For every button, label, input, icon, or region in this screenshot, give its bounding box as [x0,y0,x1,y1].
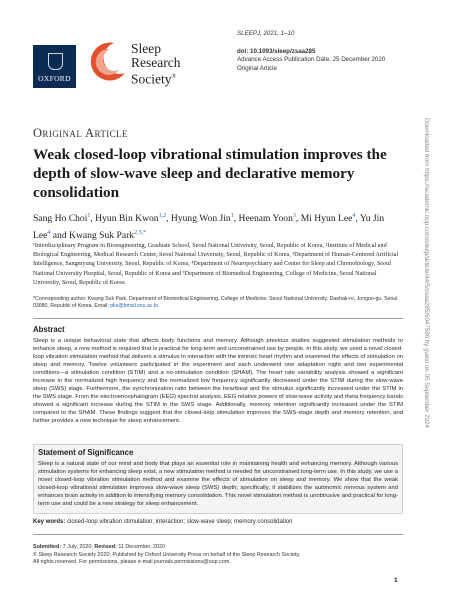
author-name[interactable]: Kwang Suk Park [69,230,135,242]
corresponding-email-link[interactable]: pks@bmsil.snu.ac.kr. [110,303,160,310]
keywords-label: Key words: [33,519,66,525]
journal-citation: SLEEPJ, 2021, 1–10 [237,30,295,37]
corresponding-author [33,296,403,310]
author-name[interactable]: Yu Jin Lee [33,213,385,242]
download-sidebar-text[interactable]: Downloaded from https://academic.oup.com/sleep/article/44/5/zsaa285/6047586 by guest on 05 September 2024 [423,118,430,428]
society-name-line: Sleep [131,41,161,56]
author-name[interactable]: Mi Hyun Lee [300,213,353,225]
author-name[interactable]: Sang Ho Choi [33,213,88,225]
author-affil-sup[interactable]: 4 [352,213,356,219]
author-list: Sang Ho Choi$^1$, Hyun Bin Kwon$^{1,2}$, Hyung Won Jin$^1$, Heenam Yoon$^3$, Mi Hyun Lee$^4$, Yu Jin Lee$^4$ and Kwang Suk Park$^{2,5,*}$ [33,213,385,242]
corresponding-text: *Corresponding author. Kwang Suk Park, Department of Biomedical Engineering, College of Medicine, Seoul National University, Daehak-ro, Jongno-gu, Seoul 03080, Republic of Korea. Email: [33,296,398,310]
oxford-logo-text: OXFORD [38,74,71,83]
society-name-line: Research [131,55,181,70]
submitted-label: Submitted: [33,544,62,550]
abstract-text: Sleep is a unique behavioral state that affects body functions and memory. Although previous studies suggested stimulation methods to enhance sleep, a new method is required that is practical for long-term and unconstrained use by people. In this study, we used a novel closed-loop vibration stimulation method that delivers a stimulus in interaction with the intrinsic heart rhythm and examined the effects of stimulation on sleep and memory. Twelve volunteers participated in the experiment and each underwent one adaptation night and two experimental conditions—a stimulation condition (STIM) and a no-stimulation condition (SHAM). The heart rate variability analysis showed a significant increase in the normalized high frequency and the normalized low frequency significantly decreased under the STIM during the slow-wave sleep (SWS) stage. Furthermore, the synchronization ratio between the heartbeat and the stimulus significantly increased under the STIM in the SWS stage. From the electroencephalogram (EEG) spectral analysis, EEG relative powers of slow-wave activity and theta frequency bands showed a significant increase during the STIM in the SWS stage. Additionally, memory retention significantly increased under the STIM compared to the SHAM. These findings suggest that the closed-loop stimulation improves the SWS-stage depth and memory retention, and further provides a new technique for sleep enhancement. [33,338,403,425]
oxford-crest-icon [48,53,63,70]
author-affil-sup[interactable]: 3 [292,213,296,219]
society-name [131,42,180,87]
revised-label: Revised: [94,544,117,550]
significance-text: Sleep is a natural state of our mind and body that plays an essential role in maintaining health and enhancing memory. Although various stimulation systems for enhancing sleep exist, a new stimulation method is needed for unconstrained long-term use. In this study, we use a novel closed-loop vibration stimulation method and examine the effects of stimulation on sleep and memory. We show that the weak closed-loop vibrational stimulation improves slow-wave sleep (SWS) depth; specifically, it stabilizes the autonomic nervous system and enhances brain activity in addition to intensifying memory consolidation. This novel stimulation method is unobtrusive and practical for long-term use and could be a new strategy for sleep enhancement. [38,461,398,508]
article-footer [33,544,403,567]
divider [33,318,403,319]
submitted-date: 7 July, 2020; [62,544,93,550]
author-affil-sup[interactable]: 2,5,* [134,230,147,237]
rights: All rights reserved. For permissions, please e-mail journals.permissions@oup.com. [33,559,231,566]
dates-line [33,544,403,552]
oxford-logo [33,45,76,88]
affiliations: ¹Interdisciplinary Program in Bioengineering, Graduate School, Seoul National University, Seoul, Republic of Korea, ²Institute of Medical and Biological Engineering, Medical Research Center, Seoul National University, Seoul, Republic of Korea, ³Department of Human-Centered Artificial Intelligence, Sangmyung University, Seoul, Republic of Korea, ⁴Department of Neuropsychiatry and Center for Sleep and Chronobiology, Seoul National University Hospital, Seoul, Republic of Korea and ⁵Department of Biomedical Engineering, College of Medicine, Seoul National University, Seoul, Republic of Korea [33,242,399,286]
sleep-research-society-moon-icon [88,40,128,82]
copyright: © Sleep Research Society 2020. Published by Oxford University Press on behalf of the Sleep Research Society. [33,551,301,558]
keywords-list: closed-loop vibration stimulation; interaction; slow-wave sleep; memory consolidation [67,519,293,525]
page-number: 1 [394,577,398,584]
divider [33,534,403,535]
doi-link[interactable]: doi: 10.1093/sleep/zsaa285 [237,47,316,55]
author-name[interactable]: Hyun Bin Kwon [95,213,159,225]
author-name[interactable]: Heenam Yoon [238,213,293,225]
journal-info [237,30,385,73]
author-affil-sup[interactable]: 4 [47,230,51,237]
author-name[interactable]: Hyung Won Jin [170,213,231,225]
author-affil-sup[interactable]: 1,2 [158,213,167,219]
abstract-heading: Abstract [33,325,65,334]
author-affil-sup[interactable]: 1 [87,213,91,219]
significance-heading: Statement of Significance [38,448,134,457]
section-label: Original Article [33,126,128,140]
article-title: Weak closed-loop vibrational stimulation improves the depth of slow-wave sleep and declarative memory consolidation [33,146,387,202]
article-type: Original Article [237,64,277,72]
download-sidebar [421,118,430,528]
access-date: Advance Access Publication Date: 25 December 2020 [237,56,386,64]
revised-date: 11 December, 2020 [118,544,165,550]
keywords [33,519,292,525]
society-name-line: Society® [131,71,177,87]
author-affil-sup[interactable]: 1 [230,213,234,219]
